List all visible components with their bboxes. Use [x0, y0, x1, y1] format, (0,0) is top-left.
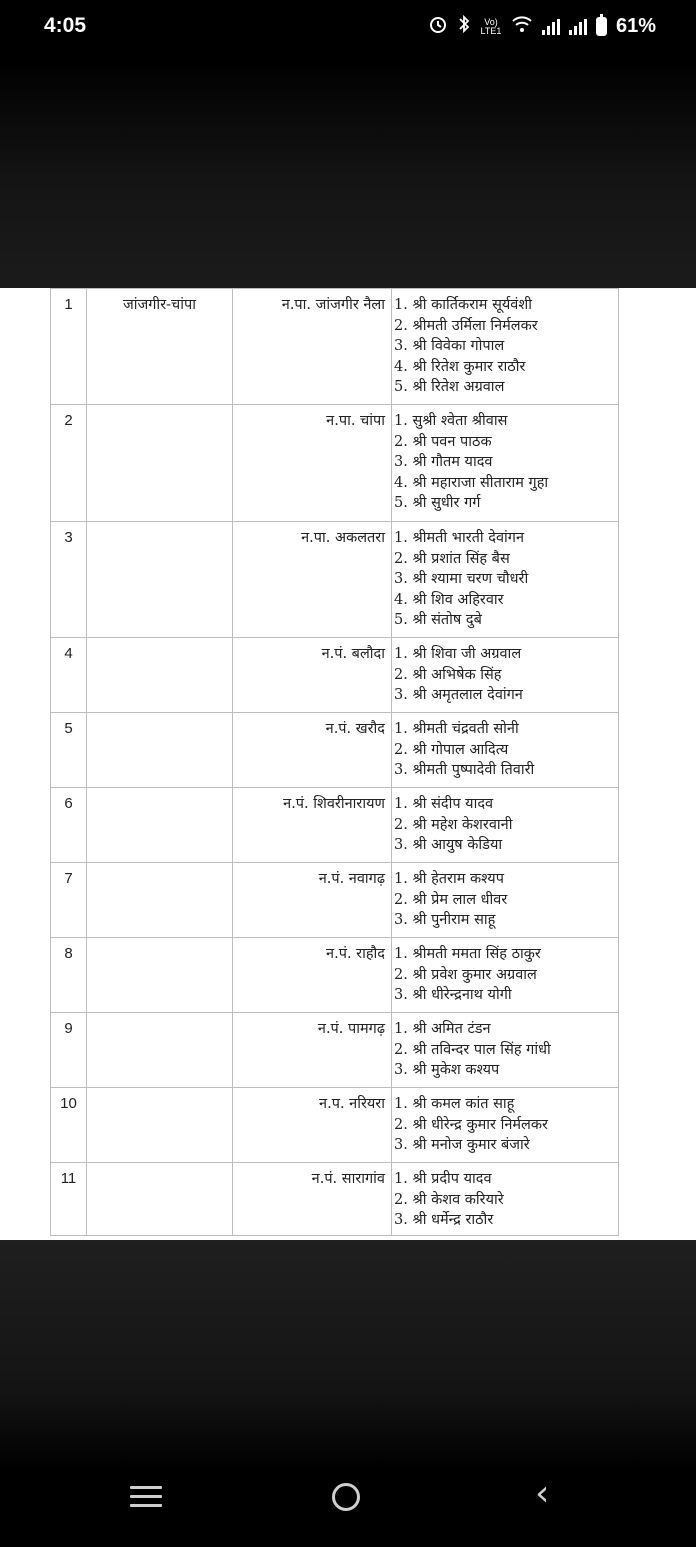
volte-icon: Vo) LTE1	[480, 16, 502, 36]
urban-body-cell: न.पा. जांजगीर नैला	[233, 289, 392, 405]
member-name: 2. श्री प्रवेश कुमार अग्रवाल	[394, 966, 537, 983]
row-number: 3	[51, 522, 87, 638]
member-name: 2. श्री महेश केशरवानी	[394, 816, 513, 833]
urban-body-cell: न.पं. पामगढ़	[233, 1013, 392, 1088]
table-row	[51, 289, 619, 405]
member-name: 3. श्री श्यामा चरण चौधरी	[394, 571, 529, 587]
urban-body-cell: न.पं. राहौद	[233, 938, 392, 1013]
member-name: 2. श्री धीरेन्द्र कुमार निर्मलकर	[394, 1116, 548, 1133]
names-cell	[392, 1013, 619, 1088]
district-cell	[87, 938, 233, 1013]
member-name: 3. श्री पुनीराम साहू	[394, 912, 496, 928]
member-name: 1. श्री प्रदीप यादव	[394, 1171, 492, 1187]
member-name: 3. श्री धीरेन्द्रनाथ योगी	[394, 987, 512, 1003]
clock: 4:05	[44, 14, 87, 37]
table-row	[51, 713, 619, 788]
names-cell	[392, 788, 619, 863]
names-cell	[392, 1163, 619, 1236]
status-bar	[0, 0, 696, 58]
table-row	[51, 938, 619, 1013]
member-name: 2. श्री प्रेम लाल धीवर	[394, 891, 508, 908]
alarm-icon	[428, 14, 448, 39]
document-image[interactable]	[0, 288, 696, 1240]
signal-icon	[542, 19, 560, 35]
names-cell	[392, 713, 619, 788]
member-name: 2. श्री तविन्दर पाल सिंह गांधी	[394, 1041, 551, 1058]
member-name: 1. सुश्री श्वेता श्रीवास	[394, 413, 508, 429]
urban-body-cell: न.प. नरियरा	[233, 1088, 392, 1163]
names-cell	[392, 1088, 619, 1163]
member-name: 1. श्री संदीप यादव	[394, 796, 494, 812]
district-cell	[87, 863, 233, 938]
member-name: 1. श्री कार्तिकराम सूर्यवंशी	[394, 297, 532, 313]
member-name: 3. श्री विवेका गोपाल	[394, 338, 505, 354]
urban-body-cell: न.पा. अकलतरा	[233, 522, 392, 638]
status-icons	[428, 14, 656, 39]
row-number: 8	[51, 938, 87, 1013]
row-number: 6	[51, 788, 87, 863]
member-name: 2. श्रीमती उर्मिला निर्मलकर	[394, 317, 538, 334]
row-number: 9	[51, 1013, 87, 1088]
row-number: 5	[51, 713, 87, 788]
member-name: 2. श्री गोपाल आदित्य	[394, 741, 509, 758]
battery-percent: 61%	[615, 15, 656, 37]
home-icon[interactable]	[332, 1483, 360, 1511]
member-name: 5. श्री संतोष दुबे	[394, 612, 482, 628]
district-cell	[87, 405, 233, 522]
row-number: 1	[51, 289, 87, 405]
table-row	[51, 638, 619, 713]
urban-body-cell: न.पं. खरौद	[233, 713, 392, 788]
row-number: 2	[51, 405, 87, 522]
table-row	[51, 863, 619, 938]
member-name: 4. श्री महाराजा सीताराम गुहा	[394, 474, 549, 491]
member-name: 3. श्री धर्मेन्द्र राठौर	[394, 1212, 494, 1228]
urban-body-cell: न.पं. सारागांव	[233, 1163, 392, 1236]
bluetooth-icon	[457, 14, 471, 39]
table-row	[51, 788, 619, 863]
table-row	[51, 522, 619, 638]
names-cell	[392, 863, 619, 938]
table-row	[51, 1013, 619, 1088]
member-name: 3. श्री मुकेश कश्यप	[394, 1062, 500, 1078]
member-name: 1. श्रीमती चंद्रवती सोनी	[394, 721, 519, 737]
member-name: 3. श्री अमृतलाल देवांगन	[394, 687, 523, 703]
member-name: 3. श्री मनोज कुमार बंजारे	[394, 1137, 530, 1153]
table-row	[51, 1088, 619, 1163]
district-cell: जांजगीर-चांपा	[87, 289, 233, 405]
urban-body-cell: न.पा. चांपा	[233, 405, 392, 522]
urban-body-cell: न.पं. बलौदा	[233, 638, 392, 713]
member-name: 4. श्री रितेश कुमार राठौर	[394, 358, 526, 375]
back-icon[interactable]: ‹	[535, 1473, 550, 1514]
wifi-icon	[511, 15, 533, 38]
row-number: 11	[51, 1163, 87, 1236]
member-name: 1. श्रीमती भारती देवांगन	[394, 530, 525, 546]
urban-body-cell: न.पं. शिवरीनारायण	[233, 788, 392, 863]
member-name: 1. श्री अमित टंडन	[394, 1021, 491, 1037]
table-row	[51, 405, 619, 522]
candidate-table	[50, 288, 619, 1236]
names-cell	[392, 638, 619, 713]
member-name: 2. श्री अभिषेक सिंह	[394, 666, 502, 683]
names-cell	[392, 405, 619, 522]
names-cell	[392, 522, 619, 638]
district-cell	[87, 1013, 233, 1088]
district-cell	[87, 522, 233, 638]
names-cell	[392, 938, 619, 1013]
district-cell	[87, 1163, 233, 1236]
names-cell	[392, 289, 619, 405]
row-number: 7	[51, 863, 87, 938]
battery-icon	[596, 17, 607, 36]
member-name: 5. श्री सुधीर गर्ग	[394, 495, 481, 511]
row-number: 4	[51, 638, 87, 713]
member-name: 2. श्री केशव करियारे	[394, 1191, 504, 1208]
table-row	[51, 1163, 619, 1236]
member-name: 3. श्रीमती पुष्पादेवी तिवारी	[394, 762, 535, 778]
district-cell	[87, 1088, 233, 1163]
member-name: 1. श्री शिवा जी अग्रवाल	[394, 646, 522, 662]
district-cell	[87, 638, 233, 713]
navigation-bar	[0, 1470, 696, 1547]
member-name: 1. श्री हेतराम कश्यप	[394, 871, 504, 887]
row-number: 10	[51, 1088, 87, 1163]
recent-apps-icon[interactable]	[130, 1486, 162, 1513]
member-name: 2. श्री पवन पाठक	[394, 433, 492, 450]
member-name: 1. श्रीमती ममता सिंह ठाकुर	[394, 946, 541, 962]
urban-body-cell: न.पं. नवागढ़	[233, 863, 392, 938]
district-cell	[87, 713, 233, 788]
signal-icon	[569, 19, 587, 35]
member-name: 2. श्री प्रशांत सिंह बैस	[394, 550, 510, 567]
member-name: 4. श्री शिव अहिरवार	[394, 591, 504, 608]
member-name: 1. श्री कमल कांत साहू	[394, 1096, 515, 1112]
member-name: 3. श्री आयुष केडिया	[394, 837, 503, 853]
member-name: 3. श्री गौतम यादव	[394, 454, 493, 470]
member-name: 5. श्री रितेश अग्रवाल	[394, 379, 505, 395]
district-cell	[87, 788, 233, 863]
